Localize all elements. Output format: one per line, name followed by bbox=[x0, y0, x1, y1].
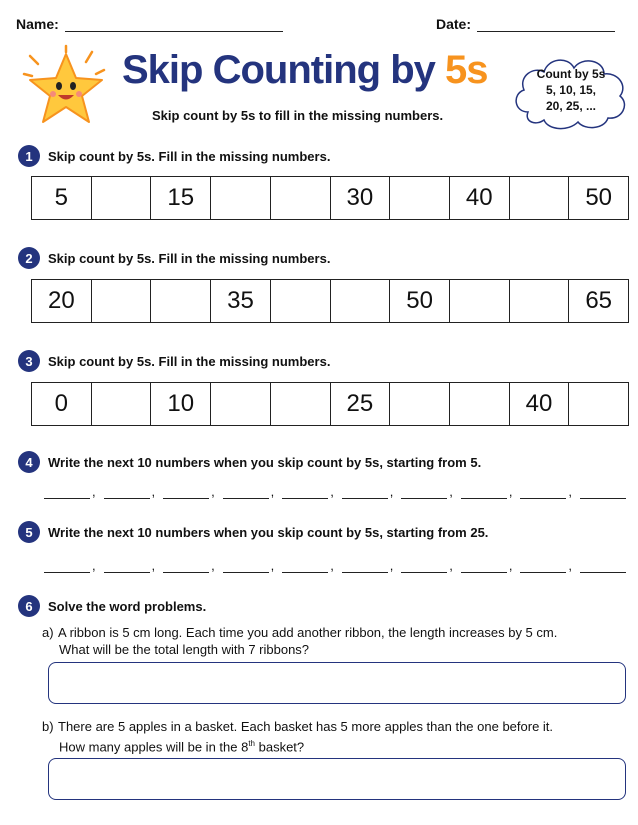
blank-slot: , bbox=[520, 484, 572, 499]
number-cell[interactable] bbox=[390, 177, 450, 219]
number-cell[interactable] bbox=[271, 280, 331, 322]
number-cell[interactable]: 40 bbox=[510, 383, 570, 425]
blank-slot: , bbox=[44, 484, 96, 499]
answer-blank[interactable] bbox=[223, 562, 269, 573]
question-text: Skip count by 5s. Fill in the missing numbers. bbox=[48, 353, 331, 369]
date-field[interactable] bbox=[436, 16, 615, 32]
number-cell[interactable]: 5 bbox=[32, 177, 92, 219]
answer-blank[interactable] bbox=[401, 562, 447, 573]
answer-blank[interactable] bbox=[342, 562, 388, 573]
page-subtitle: Skip count by 5s to fill in the missing numbers. bbox=[152, 108, 444, 123]
answer-blanks-4 bbox=[44, 484, 626, 499]
answer-blank[interactable] bbox=[163, 488, 209, 499]
title-main: Skip Counting by bbox=[122, 48, 445, 92]
number-cell[interactable] bbox=[92, 383, 152, 425]
cloud-line-2: 5, 10, 15, bbox=[545, 83, 597, 97]
number-cell[interactable]: 30 bbox=[331, 177, 391, 219]
blank-slot: , bbox=[461, 484, 513, 499]
answer-blank[interactable] bbox=[520, 488, 566, 499]
problem-text-line-2 bbox=[42, 735, 612, 755]
cloud-line-3: 20, 25, ... bbox=[545, 99, 597, 113]
number-row-2 bbox=[31, 279, 629, 323]
blank-slot: , bbox=[401, 484, 453, 499]
answer-blank[interactable] bbox=[282, 562, 328, 573]
answer-blank[interactable] bbox=[282, 488, 328, 499]
name-line[interactable] bbox=[65, 17, 283, 32]
answer-box-b[interactable] bbox=[48, 758, 626, 800]
answer-blank[interactable] bbox=[104, 488, 150, 499]
answer-blank[interactable] bbox=[163, 562, 209, 573]
number-cell[interactable]: 25 bbox=[331, 383, 391, 425]
name-label: Name: bbox=[16, 16, 59, 32]
answer-blank[interactable] bbox=[401, 488, 447, 499]
number-cell[interactable] bbox=[450, 383, 510, 425]
word-problem-a bbox=[42, 624, 612, 658]
problem-text-line: A ribbon is 5 cm long. Each time you add another ribbon, the length increases by 5 cm. bbox=[58, 625, 558, 640]
blank-slot bbox=[580, 558, 626, 573]
answer-blank[interactable] bbox=[461, 488, 507, 499]
answer-blank[interactable] bbox=[223, 488, 269, 499]
number-cell[interactable]: 35 bbox=[211, 280, 271, 322]
number-cell[interactable]: 50 bbox=[390, 280, 450, 322]
word-problem-b bbox=[42, 718, 612, 755]
answer-blank[interactable] bbox=[580, 562, 626, 573]
blank-slot: , bbox=[104, 484, 156, 499]
number-row-3 bbox=[31, 382, 629, 426]
problem-text-line: There are 5 apples in a basket. Each basket has 5 more apples than the one before it. bbox=[58, 719, 554, 734]
blank-slot: , bbox=[104, 558, 156, 573]
number-cell[interactable] bbox=[569, 383, 628, 425]
blank-slot: , bbox=[163, 484, 215, 499]
number-cell[interactable]: 0 bbox=[32, 383, 92, 425]
problem-label: b) bbox=[42, 719, 54, 734]
name-field[interactable] bbox=[16, 16, 283, 32]
number-row-1 bbox=[31, 176, 629, 220]
answer-blank[interactable] bbox=[520, 562, 566, 573]
number-cell[interactable] bbox=[271, 383, 331, 425]
question-number-badge: 1 bbox=[18, 145, 40, 167]
blank-slot: , bbox=[342, 558, 394, 573]
answer-box-a[interactable] bbox=[48, 662, 626, 704]
question-text: Solve the word problems. bbox=[48, 598, 207, 614]
number-cell[interactable] bbox=[510, 280, 570, 322]
question-number-badge: 3 bbox=[18, 350, 40, 372]
number-cell[interactable]: 50 bbox=[585, 184, 613, 211]
blank-slot bbox=[580, 484, 626, 499]
cloud-line-1: Count by 5s bbox=[536, 67, 606, 81]
answer-blank[interactable] bbox=[104, 562, 150, 573]
problem-text-post: basket? bbox=[255, 739, 305, 755]
question-1-heading bbox=[18, 145, 330, 167]
number-cell[interactable]: 10 bbox=[151, 383, 211, 425]
number-cell[interactable] bbox=[450, 280, 510, 322]
question-2-heading bbox=[18, 247, 330, 269]
question-number-badge: 2 bbox=[18, 247, 40, 269]
answer-blanks-5 bbox=[44, 558, 626, 573]
problem-text-line: What will be the total length with 7 ribbons? bbox=[59, 642, 310, 657]
answer-blank[interactable] bbox=[342, 488, 388, 499]
question-number-badge: 4 bbox=[18, 451, 40, 473]
date-label: Date: bbox=[436, 16, 472, 32]
page-title bbox=[122, 48, 487, 93]
number-cell[interactable] bbox=[211, 383, 271, 425]
number-cell[interactable]: 15 bbox=[151, 177, 211, 219]
problem-text-pre: How many apples will be in the 8 bbox=[59, 739, 249, 755]
blank-slot: , bbox=[223, 558, 275, 573]
number-cell[interactable] bbox=[92, 177, 152, 219]
question-number-badge: 5 bbox=[18, 521, 40, 543]
answer-blank[interactable] bbox=[44, 562, 90, 573]
number-cell[interactable] bbox=[510, 177, 570, 219]
answer-blank[interactable] bbox=[580, 488, 626, 499]
answer-blank[interactable] bbox=[44, 488, 90, 499]
question-text: Write the next 10 numbers when you skip count by 5s, starting from 5. bbox=[48, 454, 482, 470]
blank-slot: , bbox=[163, 558, 215, 573]
number-cell[interactable] bbox=[92, 280, 152, 322]
blank-slot: , bbox=[44, 558, 96, 573]
question-4-heading bbox=[18, 451, 481, 473]
question-number-badge: 6 bbox=[18, 595, 40, 617]
blank-slot: , bbox=[520, 558, 572, 573]
blank-slot: , bbox=[461, 558, 513, 573]
blank-slot: , bbox=[282, 484, 334, 499]
number-cell[interactable]: 40 bbox=[450, 177, 510, 219]
number-cell[interactable]: 20 bbox=[32, 280, 92, 322]
number-cell[interactable] bbox=[211, 177, 271, 219]
smiling-star-icon bbox=[20, 44, 110, 134]
blank-slot: , bbox=[342, 484, 394, 499]
blank-slot: , bbox=[223, 484, 275, 499]
problem-label: a) bbox=[42, 625, 54, 640]
ordinal-suffix: th bbox=[248, 739, 255, 748]
number-cell[interactable] bbox=[390, 383, 450, 425]
number-cell[interactable] bbox=[271, 177, 331, 219]
answer-blank[interactable] bbox=[461, 562, 507, 573]
blank-slot: , bbox=[282, 558, 334, 573]
cloud-hint bbox=[510, 66, 632, 114]
date-line[interactable] bbox=[477, 17, 615, 32]
question-text: Skip count by 5s. Fill in the missing numbers. bbox=[48, 250, 331, 266]
number-cell[interactable]: 65 bbox=[585, 287, 613, 314]
blank-slot: , bbox=[401, 558, 453, 573]
number-cell[interactable] bbox=[331, 280, 391, 322]
title-accent: 5s bbox=[444, 48, 488, 92]
number-cell[interactable] bbox=[151, 280, 211, 322]
question-text: Write the next 10 numbers when you skip count by 5s, starting from 25. bbox=[48, 524, 489, 540]
question-text: Skip count by 5s. Fill in the missing numbers. bbox=[48, 148, 331, 164]
question-6-heading bbox=[18, 595, 206, 617]
question-5-heading bbox=[18, 521, 488, 543]
question-3-heading bbox=[18, 350, 330, 372]
